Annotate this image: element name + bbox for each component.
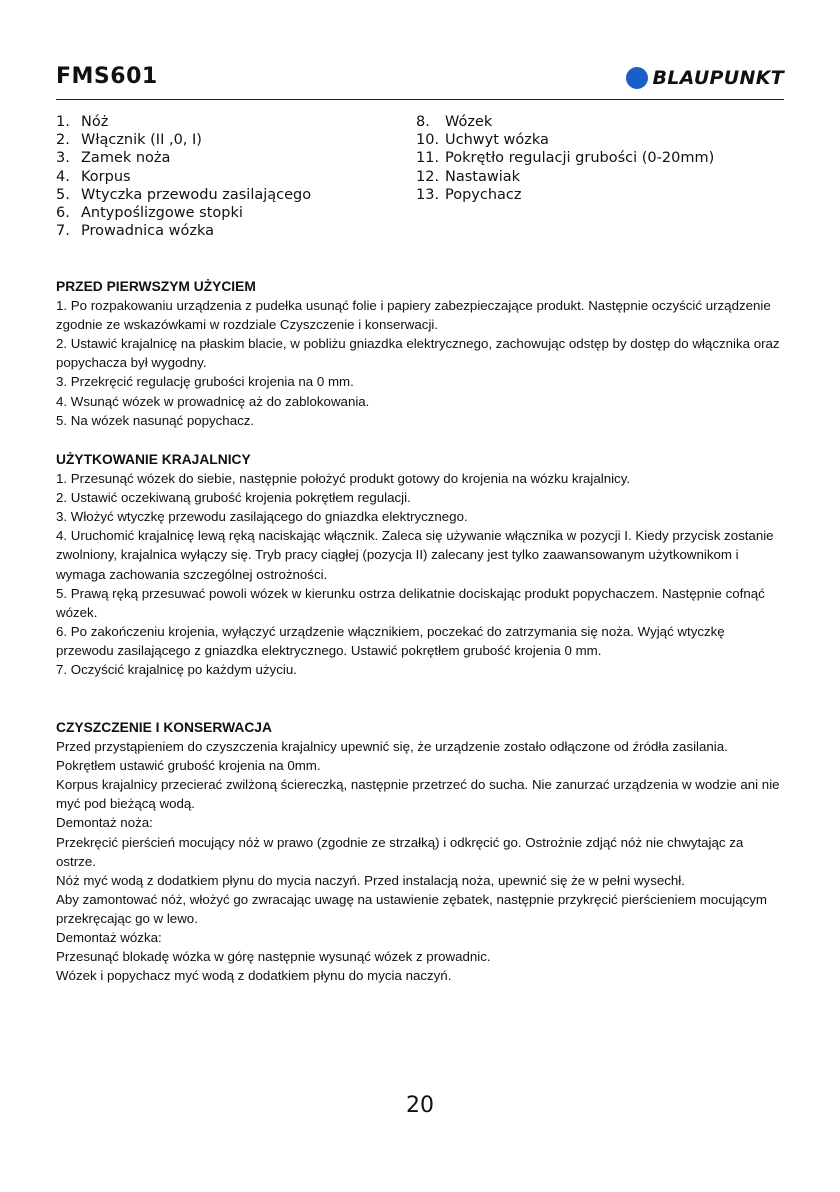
list-item: [56, 113, 311, 131]
item-number: 12.: [416, 168, 440, 185]
paragraph: 1. Przesunąć wózek do siebie, następnie położyć produkt gotowy do krojenia na wózku krajalnicy.: [56, 471, 631, 487]
item-number: 13.: [416, 186, 440, 203]
paragraph: 7. Oczyścić krajalnicę po każdym użyciu.: [56, 662, 297, 678]
paragraph: Pokrętłem ustawić grubość krojenia na 0mm.: [56, 758, 321, 774]
paragraph: 5. Na wózek nasunąć popychacz.: [56, 412, 255, 428]
item-label: Prowadnica wózka: [81, 223, 215, 240]
paragraph: Przed przystąpieniem do czyszczenia krajalnicy upewnić się, że urządzenie zostało odłączone od źródła zasilania.: [56, 739, 728, 755]
paragraph: 5. Prawą ręką przesuwać powoli wózek w kierunku ostrza delikatnie dociskając produkt popychaczem. Następnie cofnąć wózek.: [56, 585, 765, 620]
section-heading: UŻYTKOWANIE KRAJALNICY: [56, 452, 251, 467]
brand-name: BLAUPUNKT: [652, 67, 784, 89]
paragraph: Demontaż noża:: [56, 815, 153, 831]
list-item: [56, 204, 311, 222]
page-header: [56, 60, 784, 100]
parts-list-right: [416, 113, 714, 204]
paragraph: 4. Wsunąć wózek w prowadnicę aż do zablokowania.: [56, 393, 370, 409]
parts-list-left: [56, 113, 311, 240]
item-number: 2.: [56, 132, 70, 149]
item-number: 4.: [56, 168, 70, 185]
item-number: 5.: [56, 186, 70, 203]
item-label: Nastawiak: [445, 168, 521, 185]
list-item: [416, 168, 714, 186]
paragraph: Przesunąć blokadę wózka w górę następnie wysunąć wózek z prowadnic.: [56, 949, 491, 965]
paragraph: Nóż myć wodą z dodatkiem płynu do mycia naczyń. Przed instalacją noża, upewnić się że w pełni wysechł.: [56, 872, 685, 888]
item-number: 7.: [56, 223, 70, 240]
list-item: [56, 131, 311, 149]
item-label: Zamek noża: [81, 150, 171, 167]
item-label: Włącznik (II ,0, I): [81, 132, 202, 149]
item-number: 11.: [416, 150, 440, 167]
item-label: Uchwyt wózka: [445, 132, 549, 149]
item-label: Wtyczka przewodu zasilającego: [81, 186, 312, 203]
list-item: [56, 149, 311, 167]
item-number: 6.: [56, 205, 70, 222]
list-item: [416, 149, 714, 167]
item-label: Antypoślizgowe stopki: [81, 205, 243, 222]
paragraph: 1. Po rozpakowaniu urządzenia z pudełka usunąć folie i papiery zabezpieczające produkt. Następnie oczyścić urządzenie zgodnie ze wskazówkami w rozdziale Czyszczenie i konserwacji.: [56, 298, 771, 333]
list-item: [416, 186, 714, 204]
section-heading: CZYSZCZENIE I KONSERWACJA: [56, 720, 272, 735]
model-name: FMS601: [56, 64, 158, 89]
list-item: [56, 186, 311, 204]
section-cleaning: [56, 718, 784, 985]
section-usage: [56, 450, 784, 679]
header-divider: [56, 99, 784, 100]
item-label: Korpus: [81, 168, 131, 185]
list-item: [56, 222, 311, 240]
paragraph: 4. Uruchomić krajalnicę lewą ręką naciskając włącznik. Zaleca się używanie włącznika w pozycji I. Kiedy przycisk zostanie zwolniony, krajalnica wyłączy się. Tryb pracy ciągłej (pozycja II) zalecany jest tylko zaawansowanym użytkownikom i wymaga zachowania szczególnej ostrożności.: [56, 528, 774, 582]
paragraph: Przekręcić pierścień mocujący nóż w prawo (zgodnie ze strzałką) i odkręcić go. Ostrożnie zdjąć nóż nie chwytając za ostrze.: [56, 834, 744, 869]
paragraph: Demontaż wózka:: [56, 930, 162, 946]
list-item: [416, 113, 714, 131]
item-number: 3.: [56, 150, 70, 167]
item-label: Nóż: [81, 114, 109, 130]
paragraph: 3. Przekręcić regulację grubości krojenia na 0 mm.: [56, 374, 354, 390]
item-label: Pokrętło regulacji grubości (0-20mm): [445, 150, 715, 167]
brand-dot-icon: [626, 67, 648, 89]
paragraph: 6. Po zakończeniu krojenia, wyłączyć urządzenie włącznikiem, poczekać do zatrzymania się noża. Wyjąć wtyczkę przewodu zasilającego z gniazdka elektrycznego. Ustawić pokrętłem grubość krojenia 0 mm.: [56, 623, 725, 658]
list-item: [416, 131, 714, 149]
item-label: Wózek: [445, 114, 493, 130]
page-number: 20: [406, 1093, 434, 1118]
section-before-first-use: [56, 277, 784, 430]
paragraph: Aby zamontować nóż, włożyć go zwracając uwagę na ustawienie zębatek, następnie przykręcić pierścieniem mocującym przekręcając go w lewo.: [56, 891, 767, 926]
section-heading: PRZED PIERWSZYM UŻYCIEM: [56, 279, 256, 294]
item-number: 10.: [416, 132, 440, 149]
paragraph: 3. Włożyć wtyczkę przewodu zasilającego do gniazdka elektrycznego.: [56, 509, 468, 525]
item-label: Popychacz: [445, 186, 522, 203]
item-number: 1.: [56, 114, 70, 130]
list-item: [56, 168, 311, 186]
paragraph: 2. Ustawić oczekiwaną grubość krojenia pokrętłem regulacji.: [56, 490, 411, 506]
paragraph: Korpus krajalnicy przecierać zwilżoną ściereczką, następnie przetrzeć do sucha. Nie zanurzać urządzenia w wodzie ani nie myć pod bieżącą wodą.: [56, 777, 780, 812]
paragraph: 2. Ustawić krajalnicę na płaskim blacie, w pobliżu gniazdka elektrycznego, zachowując odstęp by dostęp do włącznika oraz popychacza był wygodny.: [56, 336, 780, 371]
paragraph: Wózek i popychacz myć wodą z dodatkiem płynu do mycia naczyń.: [56, 968, 452, 984]
item-number: 8.: [416, 114, 430, 130]
brand-logo: [626, 65, 784, 91]
